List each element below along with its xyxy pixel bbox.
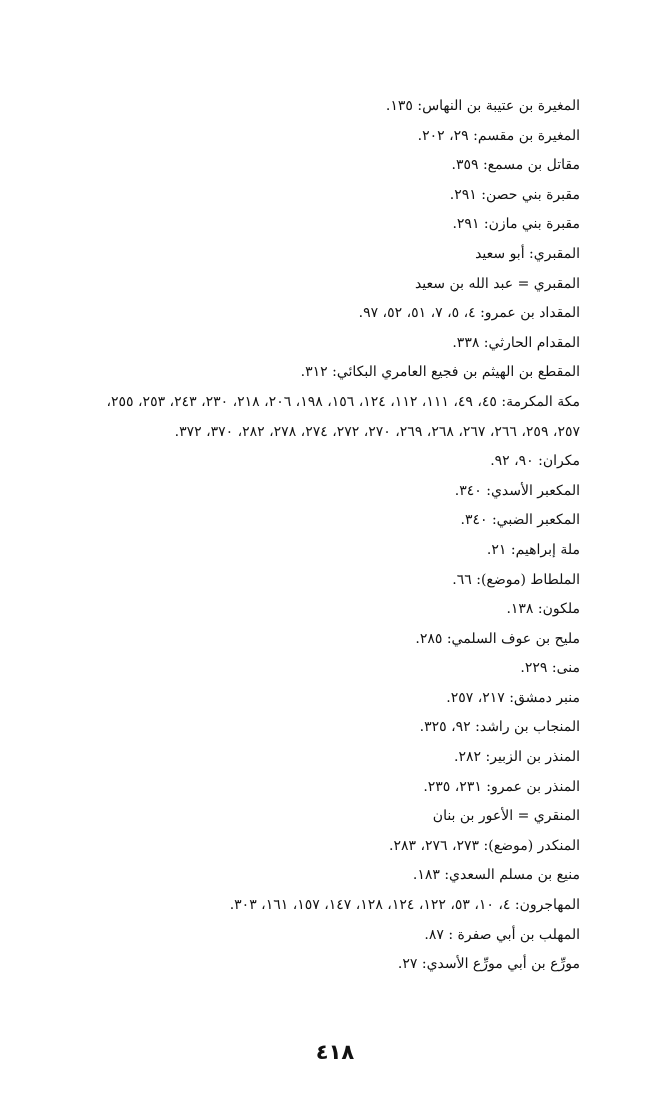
- index-entry: مكران: ٩٠، ٩٢.: [490, 453, 580, 470]
- index-entry: المقبري: أبو سعيد: [475, 245, 580, 262]
- index-entry: المنذر بن الزبير: ٢٨٢.: [454, 749, 580, 766]
- index-entry: مقاتل بن مسمع: ٣٥٩.: [451, 157, 580, 174]
- index-entry: ملكون: ١٣٨.: [506, 601, 580, 618]
- index-entry: مقبرة بني حصن: ٢٩١.: [449, 186, 580, 203]
- index-entry: مكة المكرمة: ٤٥، ٤٩، ١١١، ١١٢، ١٢٤، ١٥٦، ١٩٨، ٢٠٦، ٢١٨، ٢٣٠، ٢٤٣، ٢٥٣، ٢٥٥،: [106, 393, 580, 410]
- index-entry: المقدام الحارثي: ٣٣٨.: [452, 334, 580, 351]
- index-entry: المقداد بن عمرو: ٤، ٥، ٧، ٥١، ٥٢، ٩٧.: [358, 305, 580, 322]
- index-entry: المهاجرون: ٤، ١٠، ٥٣، ١٢٢، ١٢٤، ١٢٨، ١٤٧، ١٥٧، ١٦١، ٣٠٣.: [229, 897, 580, 914]
- index-entry: المهلب بن أبي صفرة : ٨٧.: [424, 926, 580, 943]
- index-entry: منبر دمشق: ٢١٧، ٢٥٧.: [446, 689, 580, 706]
- index-entry: مورِّع بن أبي مورِّع الأسدي: ٢٧.: [397, 956, 580, 973]
- index-entry: المنقري = الأعور بن بنان: [432, 808, 580, 825]
- index-entry: منيع بن مسلم السعدي: ١٨٣.: [412, 867, 580, 884]
- index-entry-continuation: ٢٥٧، ٢٥٩، ٢٦٦، ٢٦٧، ٢٦٨، ٢٦٩، ٢٧٠، ٢٧٢، ٢٧٤، ٢٧٨، ٢٨٢، ٣٧٠، ٣٧٢.: [174, 423, 580, 440]
- index-entry: منى: ٢٢٩.: [520, 660, 580, 677]
- index-entry: المنكدر (موضع): ٢٧٣، ٢٧٦، ٢٨٣.: [388, 837, 580, 854]
- index-entry: المنجاب بن راشد: ٩٢، ٣٢٥.: [419, 719, 580, 736]
- index-entry: مقبرة بني مازن: ٢٩١.: [452, 216, 580, 233]
- page-number: ٤١٨: [315, 1040, 355, 1064]
- index-entry: ملة إبراهيم: ٢١.: [486, 541, 580, 558]
- index-list: [10, 92, 580, 980]
- index-entry: المغيرة بن عتيبة بن النهاس: ١٣٥.: [385, 98, 580, 114]
- index-entry: المكعبر الضبي: ٣٤٠.: [460, 512, 580, 529]
- index-entry: المنذر بن عمرو: ٢٣١، ٢٣٥.: [423, 778, 580, 795]
- index-entry: مليح بن عوف السلمي: ٢٨٥.: [415, 630, 580, 647]
- index-entry: الملطاط (موضع): ٦٦.: [452, 571, 580, 588]
- index-entry: المغيرة بن مقسم: ٢٩، ٢٠٢.: [417, 127, 580, 144]
- index-entry: المقطع بن الهيثم بن فجيع العامري البكائي: ٣١٢.: [300, 364, 580, 381]
- index-entry: المقبري = عبد الله بن سعيد: [414, 275, 580, 292]
- index-entry: المكعبر الأسدي: ٣٤٠.: [454, 482, 580, 499]
